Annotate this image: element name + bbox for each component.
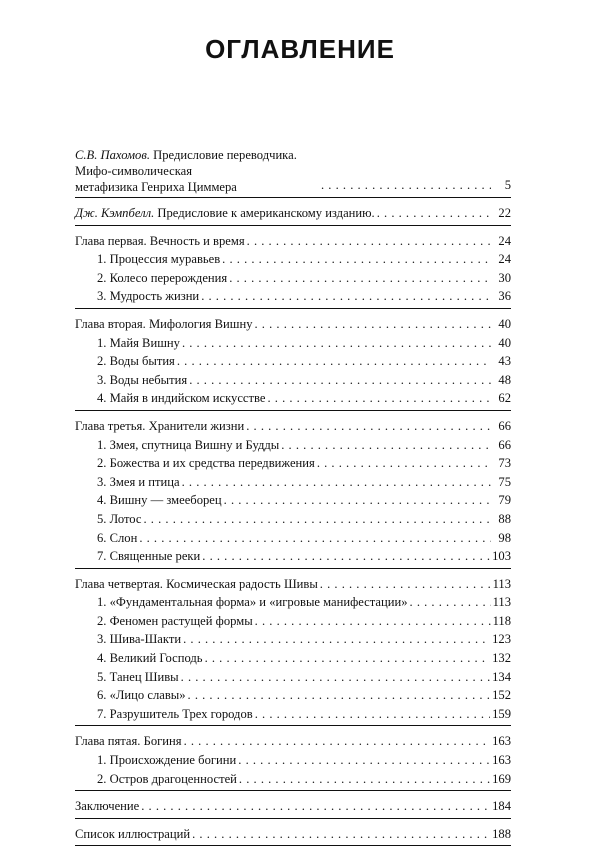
leader-dots [255,315,492,334]
toc-entry-label: Глава вторая. Мифология Вишну [75,316,253,331]
toc-entry-label-continued: метафизика Генриха Циммера [75,180,237,194]
leader-dots [189,371,491,390]
toc-subentry[interactable] [75,630,511,649]
toc-entry-label: 1. Майя Вишну [97,335,180,350]
toc-subentry[interactable] [75,751,511,770]
toc-chapter-heading[interactable] [75,315,511,334]
leader-dots [141,797,490,816]
toc-page-number: 75 [498,474,511,489]
toc-page-number: 48 [498,372,511,387]
leader-dots [182,473,491,492]
toc-entry-label: 5. Танец Шивы [97,669,179,684]
leader-dots [222,250,491,269]
toc-page-number: 30 [498,270,511,285]
toc-entry-label: 5. Лотос [97,511,142,526]
toc-subentry[interactable] [75,436,511,455]
toc-entry-label: 3. Мудрость жизни [97,289,200,304]
leader-dots [377,204,491,223]
toc-subentry[interactable] [75,269,511,288]
toc-subentry[interactable] [75,250,511,269]
toc-page-number: 22 [498,206,511,220]
toc-author: С.В. Пахомов. [75,148,150,162]
toc-page-number: 36 [498,289,511,304]
leader-dots [410,593,491,612]
toc-chapter-2 [75,315,511,411]
leader-dots [139,529,491,548]
toc-entry-label: 2. Воды бытия [97,354,175,369]
toc-subentry[interactable] [75,770,511,789]
toc-page-number: 152 [492,688,511,703]
toc-subentry[interactable] [75,287,511,306]
toc-page-number: 66 [498,437,511,452]
toc-entry-label: 2. Божества и их средства передвижения [97,456,315,471]
leader-dots [224,491,491,510]
toc-subentry[interactable] [75,686,511,705]
leader-dots [205,649,491,668]
toc-entry-label: Заключение [75,799,140,814]
toc-subentry[interactable] [75,389,511,408]
toc-subentry[interactable] [75,612,511,631]
toc-page-number: 88 [498,511,511,526]
leader-dots [247,232,491,251]
toc-chapter-heading[interactable] [75,575,511,594]
toc-page-number: 103 [492,549,511,564]
toc-entry-label: 4. Вишну — змееборец [97,493,222,508]
toc-page-number: 134 [492,669,511,684]
toc-page-number: 79 [498,493,511,508]
toc-chapter-5 [75,732,511,791]
toc-page-number: 43 [498,354,511,369]
toc-page-number: 5 [504,178,511,193]
toc-page-number: 123 [492,632,511,647]
toc-entry-label: 7. Разрушитель Трех городов [97,706,253,721]
toc-page-number: 113 [492,576,511,591]
toc-page-number: 113 [492,595,511,610]
leader-dots [267,389,491,408]
leader-dots [229,269,491,288]
leader-dots [246,417,491,436]
leader-dots [181,668,490,687]
leader-dots [201,287,491,306]
leader-dots [238,751,490,770]
toc-entry-conclusion[interactable] [75,797,511,816]
toc-entry-label: 3. Шива-Шакти [97,632,182,647]
leader-dots [188,686,491,705]
toc-entry-label: Глава четвертая. Космическая радость Шивы [75,576,318,591]
toc-entry-label: Предисловие переводчика. Мифо-символическая [75,148,297,178]
leader-dots [183,630,490,649]
leader-dots [255,612,491,631]
toc-chapter-3 [75,417,511,569]
toc-page-number: 24 [498,233,511,248]
toc-entry-label: 2. Феномен растущей формы [97,613,253,628]
leader-dots [320,575,491,594]
leader-dots [184,732,491,751]
toc-subentry[interactable] [75,454,511,473]
toc-entry-label: Глава первая. Вечность и время [75,233,245,248]
toc-entry-label: Список иллюстраций [75,826,191,841]
leader-dots [255,705,490,724]
toc-subentry[interactable] [75,649,511,668]
toc-subentry[interactable] [75,705,511,724]
toc-page-number: 40 [498,335,511,350]
toc-page-number: 159 [492,706,511,721]
toc-chapter-heading[interactable] [75,732,511,751]
toc-author: Дж. Кэмпбелл. [75,206,155,220]
toc-entry-label: Глава третья. Хранители жизни [75,418,245,433]
toc-group-american-preface [75,204,511,226]
toc-group-conclusion [75,797,511,819]
toc-entry-label: 1. «Фундаментальная форма» и «игровые манифестации» [97,595,408,610]
toc-entry-label: 6. Слон [97,530,138,545]
toc-subentry[interactable] [75,593,511,612]
toc-entry-label: 1. Процессия муравьев [97,252,221,267]
leader-dots [321,176,491,195]
toc-page-number: 132 [492,651,511,666]
leader-dots [182,334,491,353]
leader-dots [144,510,492,529]
toc-subentry[interactable] [75,371,511,390]
toc-page-number: 163 [492,753,511,768]
toc-subentry[interactable] [75,334,511,353]
toc-subentry[interactable] [75,547,511,566]
toc-subentry[interactable] [75,510,511,529]
toc-entry-label: 4. Майя в индийском искусстве [97,391,266,406]
toc-entry-label: 3. Змея и птица [97,474,180,489]
toc-page-number: 24 [498,252,511,267]
toc-entry-american-preface[interactable] [75,204,511,223]
toc-group-prefaces [75,147,511,198]
leader-dots [239,770,490,789]
toc-subentry[interactable] [75,352,511,371]
toc-entry-label: 4. Великий Господь [97,651,203,666]
toc-page-number: 163 [492,734,511,749]
toc-group-illustrations [75,825,511,847]
leader-dots [202,547,490,566]
leader-dots [192,825,490,844]
toc-entry-label: 6. «Лицо славы» [97,688,186,703]
toc-entry-illustrations[interactable] [75,825,511,844]
toc-chapter-heading[interactable] [75,417,511,436]
toc-subentry[interactable] [75,668,511,687]
toc-entry-label: 7. Священные реки [97,549,201,564]
toc-chapter-4 [75,575,511,727]
toc-page-number: 98 [498,530,511,545]
toc-entry-label: Предисловие к американскому изданию. [154,206,375,220]
table-of-contents [75,147,511,852]
page-title: ОГЛАВЛЕНИЕ [205,34,395,64]
toc-page-number: 62 [498,391,511,406]
toc-entry-label: 1. Змея, спутница Вишну и Будды [97,437,280,452]
leader-dots [317,454,491,473]
toc-subentry[interactable] [75,491,511,510]
toc-page-number: 73 [498,456,511,471]
toc-page-number: 118 [492,613,511,628]
toc-subentry[interactable] [75,529,511,548]
toc-chapter-1 [75,232,511,309]
toc-entry-label: Глава пятая. Богиня [75,734,182,749]
toc-entry-label: 3. Воды небытия [97,372,188,387]
toc-chapter-heading[interactable] [75,232,511,251]
leader-dots [281,436,491,455]
toc-entry-label: 1. Происхождение богини [97,753,237,768]
toc-subentry[interactable] [75,473,511,492]
toc-entry-label: 2. Остров драгоценностей [97,771,237,786]
toc-page-number: 66 [498,418,511,433]
toc-page-number: 169 [492,771,511,786]
leader-dots [177,352,491,371]
toc-entry-label: 2. Колесо перерождения [97,270,228,285]
toc-page-number: 184 [492,799,511,814]
toc-entry-translator-preface[interactable] [75,147,511,195]
toc-page-number: 188 [492,826,511,841]
toc-page-number: 40 [498,316,511,331]
